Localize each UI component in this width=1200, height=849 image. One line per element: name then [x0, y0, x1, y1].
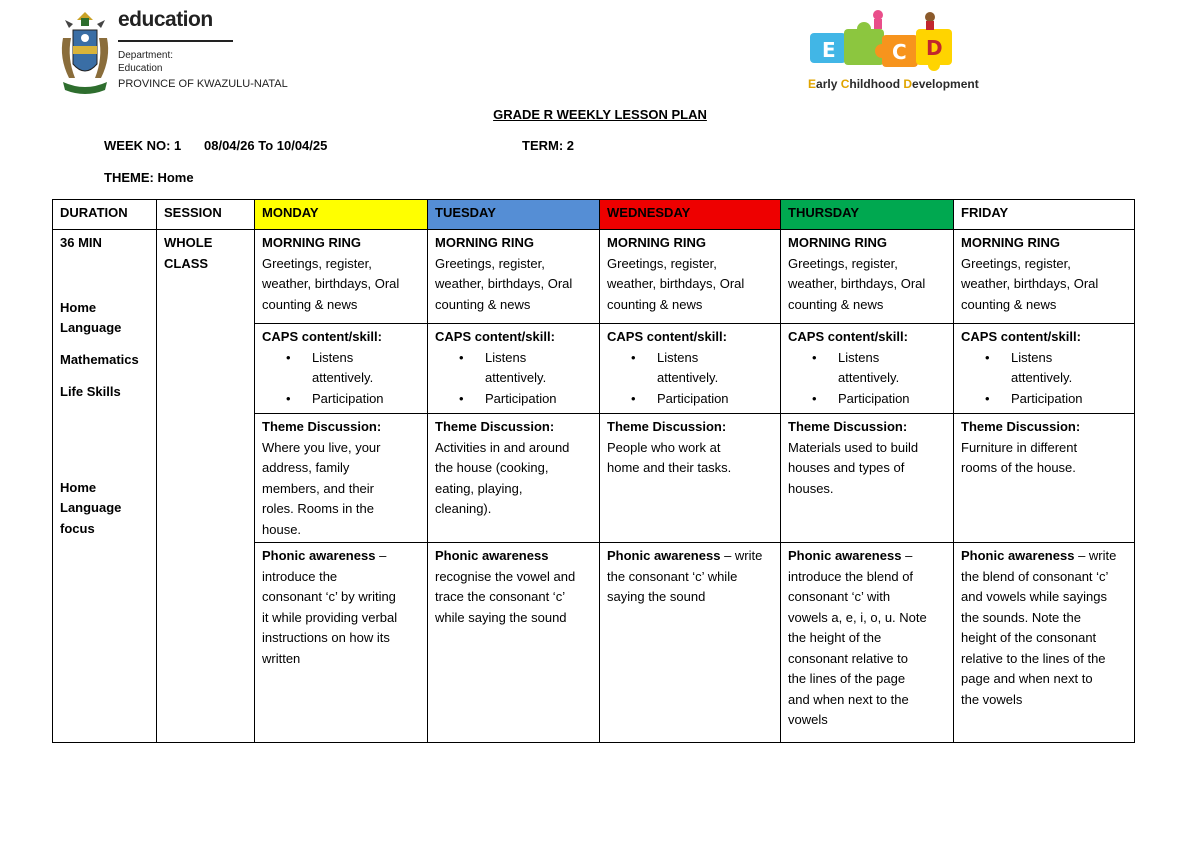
caps-bullet [485, 389, 592, 410]
phonic-line: trace the consonant ‘c’ [435, 589, 566, 604]
caps-bullet-line: attentively. [838, 370, 900, 385]
caps-bullet [485, 348, 592, 389]
caps-bullet [657, 389, 773, 410]
theme-line: houses and types of [788, 460, 905, 475]
phonic-line: the height of the [788, 630, 882, 645]
phonic-line: height of the consonant [961, 630, 1097, 645]
phonic-line: page and when next to [961, 671, 1093, 686]
caps-bullet-line: • Listens [838, 349, 880, 365]
header-wednesday: WEDNESDAY [600, 200, 781, 230]
caps-bullet-line: attentively. [312, 370, 374, 385]
caps-cell [428, 324, 600, 414]
table-row [53, 230, 1135, 324]
subject-label: Life Skills [60, 384, 121, 399]
caps-title: CAPS content/skill: [607, 329, 727, 344]
caps-bullet-line: • Listens [485, 349, 527, 365]
morning-ring-line: weather, birthdays, Oral [607, 276, 745, 291]
caps-bullet-line: attentively. [485, 370, 547, 385]
phonic-line: vowels a, e, i, o, u. Note [788, 609, 927, 625]
ecd-subtitle-cap: E [808, 77, 817, 91]
theme-title: Theme Discussion: [961, 419, 1081, 434]
caps-bullet-line: • Listens [312, 349, 354, 365]
phonic-cell [781, 543, 954, 743]
phonic-cell [428, 543, 600, 743]
theme-cell [781, 414, 954, 543]
phonic-line: the vowels [961, 691, 1023, 707]
theme-title: Theme Discussion: [788, 419, 908, 434]
phonic-line: consonant relative to [788, 650, 908, 666]
theme-cell [600, 414, 781, 543]
theme-line: members, and their [262, 480, 374, 496]
phonic-line: introduce the blend of [788, 568, 914, 584]
theme-line: Furniture in different [961, 439, 1078, 455]
caps-bullet [1011, 348, 1127, 389]
caps-bullet-line: • Participation [838, 390, 910, 406]
phonic-line: introduce the [262, 568, 338, 584]
ecd-subtitle-rest: hildhood [849, 77, 904, 91]
ecd-subtitle [808, 77, 979, 91]
week-dates: 08/04/26 To 10/04/25 [204, 138, 328, 153]
morning-ring-cell [781, 230, 954, 324]
phonic-line: and vowels while sayings [961, 589, 1107, 604]
morning-ring-line: Greetings, register, [961, 255, 1071, 271]
caps-title: CAPS content/skill: [961, 329, 1081, 344]
theme-title: Theme Discussion: [435, 419, 555, 434]
subject-label: Home [60, 479, 97, 495]
morning-ring-line: Greetings, register, [262, 255, 372, 271]
theme-line: the house (cooking, [435, 460, 549, 475]
morning-ring-line: counting & news [788, 296, 884, 312]
header-thursday: THURSDAY [781, 200, 954, 230]
theme-line: houses. [788, 480, 834, 496]
dept-line: Department: [118, 50, 174, 61]
caps-bullet [838, 389, 946, 410]
theme-line: eating, playing, [435, 480, 523, 496]
phonic-line: – write [720, 548, 763, 563]
duration-value: 36 MIN [60, 235, 102, 250]
morning-ring-cell [954, 230, 1135, 324]
week-number: WEEK NO: 1 [104, 138, 182, 153]
page-title: GRADE R WEEKLY LESSON PLAN [493, 107, 707, 122]
header-friday: FRIDAY [954, 200, 1135, 230]
caps-bullet-line: • Participation [1011, 390, 1083, 406]
subject-label: Language [60, 500, 122, 515]
ecd-subtitle-rest: evelopment [912, 77, 979, 91]
ecd-letter: D [926, 36, 943, 60]
theme-cell [954, 414, 1135, 543]
session-label: CLASS [164, 255, 209, 271]
phonic-title: Phonic awareness [262, 548, 376, 563]
theme: THEME: Home [104, 170, 194, 185]
phonic-cell [954, 543, 1135, 743]
header-session: SESSION [157, 200, 255, 230]
ecd-letter: E [822, 38, 836, 62]
phonic-line: the blend of consonant ‘c’ [961, 568, 1109, 584]
coat-of-arms-icon [55, 8, 115, 100]
phonic-title: Phonic awareness [435, 548, 549, 563]
theme-cell [255, 414, 428, 543]
dept-line: Education [118, 63, 163, 74]
caps-bullet-line: • Participation [657, 390, 729, 406]
theme-line: cleaning). [435, 501, 492, 516]
morning-ring-title: MORNING RING [607, 235, 706, 250]
phonic-line: recognise the vowel and [435, 568, 576, 584]
caps-bullet [1011, 389, 1127, 410]
caps-bullet [657, 348, 773, 389]
phonic-line: relative to the lines of the [961, 650, 1106, 666]
header-tuesday: TUESDAY [428, 200, 600, 230]
caps-cell [954, 324, 1135, 414]
phonic-title: Phonic awareness [961, 548, 1075, 563]
caps-bullet [838, 348, 946, 389]
morning-ring-line: counting & news [262, 296, 358, 312]
phonic-line: consonant ‘c’ by writing [262, 589, 396, 604]
header-duration: DURATION [53, 200, 157, 230]
ecd-subtitle-cap: D [903, 77, 913, 91]
theme-line: home and their tasks. [607, 460, 732, 475]
term: TERM: 2 [522, 138, 574, 153]
morning-ring-line: weather, birthdays, Oral [435, 276, 573, 291]
theme-line: Materials used to build [788, 439, 919, 455]
duration-cell [53, 230, 157, 743]
caps-bullet-line: • Participation [485, 390, 557, 406]
phonic-line: the sounds. Note the [961, 609, 1081, 625]
morning-ring-title: MORNING RING [961, 235, 1060, 250]
phonic-cell [255, 543, 428, 743]
puzzle-pieces-icon [800, 5, 980, 80]
caps-bullet-line: • Participation [312, 390, 384, 406]
phonic-line: – [901, 548, 913, 563]
caps-cell [255, 324, 428, 414]
subject-label: Home [60, 299, 97, 315]
header-monday: MONDAY [255, 200, 428, 230]
theme-line: house. [262, 521, 302, 537]
dept-line: PROVINCE OF KWAZULU-NATAL [118, 78, 288, 90]
phonic-line: – write [1074, 548, 1117, 563]
table-header-row [53, 200, 1135, 230]
divider [118, 40, 233, 42]
caps-bullet-line: • Listens [657, 349, 699, 365]
caps-title: CAPS content/skill: [435, 329, 555, 344]
caps-cell [781, 324, 954, 414]
theme-line: roles. Rooms in the [262, 501, 374, 516]
morning-ring-title: MORNING RING [262, 235, 361, 250]
phonic-line: while saying the sound [435, 609, 567, 625]
phonic-line: and when next to the [788, 691, 909, 707]
caps-bullet-line: • Listens [1011, 349, 1053, 365]
phonic-line: the lines of the page [788, 671, 906, 686]
caps-bullet-line: attentively. [1011, 370, 1073, 385]
theme-title: Theme Discussion: [262, 419, 382, 434]
phonic-line: it while providing verbal [262, 609, 398, 625]
session-cell [157, 230, 255, 743]
morning-ring-cell [428, 230, 600, 324]
phonic-line: instructions on how its [262, 630, 390, 645]
theme-line: Where you live, your [262, 439, 381, 455]
morning-ring-title: MORNING RING [788, 235, 887, 250]
subject-label: Language [60, 320, 122, 335]
phonic-line: consonant ‘c’ with [788, 589, 891, 604]
phonic-title: Phonic awareness [788, 548, 902, 563]
phonic-line: the consonant ‘c’ while [607, 568, 738, 584]
theme-line: rooms of the house. [961, 460, 1076, 475]
phonic-title: Phonic awareness [607, 548, 721, 563]
morning-ring-line: counting & news [607, 296, 703, 312]
morning-ring-line: weather, birthdays, Oral [262, 276, 400, 291]
theme-line: Activities in and around [435, 439, 570, 455]
lesson-plan-table [52, 199, 1135, 743]
ecd-subtitle-rest: arly [816, 77, 841, 91]
subject-label: Mathematics [60, 351, 139, 367]
theme-title: Theme Discussion: [607, 419, 727, 434]
ecd-subtitle-cap: C [840, 77, 850, 91]
morning-ring-line: Greetings, register, [788, 255, 898, 271]
caps-title: CAPS content/skill: [788, 329, 908, 344]
morning-ring-line: Greetings, register, [607, 255, 717, 271]
caps-title: CAPS content/skill: [262, 329, 382, 344]
theme-line: address, family [262, 460, 350, 475]
caps-bullet-line: attentively. [657, 370, 719, 385]
morning-ring-title: MORNING RING [435, 235, 534, 250]
caps-bullet [312, 348, 420, 389]
morning-ring-line: weather, birthdays, Oral [961, 276, 1099, 291]
theme-line: People who work at [607, 439, 721, 455]
morning-ring-line: weather, birthdays, Oral [788, 276, 926, 291]
phonic-cell [600, 543, 781, 743]
subject-label: focus [60, 520, 95, 536]
morning-ring-cell [255, 230, 428, 324]
ecd-letter: C [892, 40, 907, 64]
morning-ring-line: counting & news [961, 296, 1057, 312]
morning-ring-line: Greetings, register, [435, 255, 545, 271]
caps-cell [600, 324, 781, 414]
phonic-line: written [262, 650, 301, 666]
session-label: WHOLE [164, 235, 213, 250]
morning-ring-cell [600, 230, 781, 324]
education-wordmark: education [118, 8, 213, 31]
phonic-line: – [375, 548, 387, 563]
theme-cell [428, 414, 600, 543]
phonic-line: saying the sound [607, 589, 706, 604]
morning-ring-line: counting & news [435, 296, 531, 312]
caps-bullet [312, 389, 420, 410]
phonic-line: vowels [788, 712, 828, 727]
